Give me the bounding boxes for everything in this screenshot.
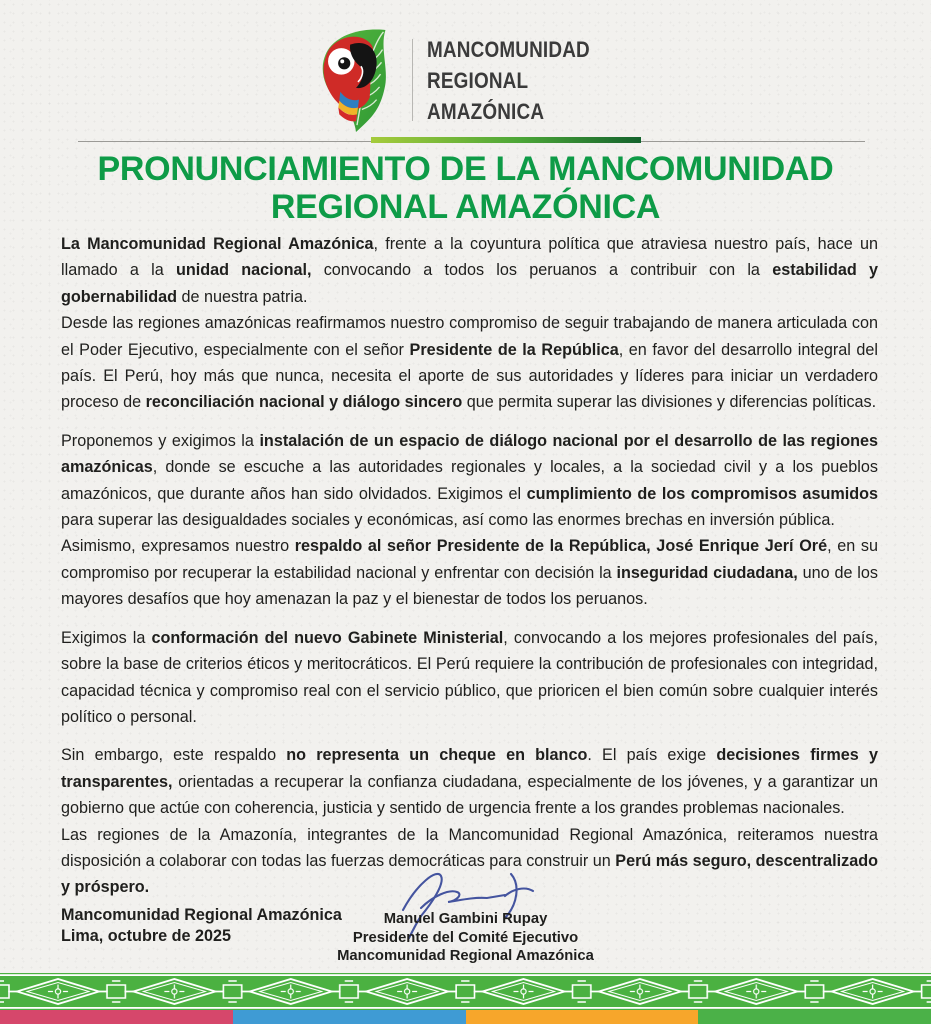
- org-name-line: AMAZÓNICA: [427, 98, 545, 124]
- paragraph-4: Asimismo, expresamos nuestro respaldo al señor Presidente de la República, José Enrique Jerí Oré, en su compromiso por recuperar la estabilidad nacional y enfrentar con decisión la inseguridad ciudadana, uno de los mayores desafíos que hoy amenazan la paz y el bienestar de todos los peruanos.: [61, 537, 878, 609]
- document-title: [0, 150, 931, 226]
- signatory-org: Mancomunidad Regional Amazónica: [337, 948, 594, 964]
- amazonian-pattern-band: [0, 973, 931, 1010]
- strip-segment-green: [698, 1010, 931, 1024]
- org-name-line: MANCOMUNIDAD: [427, 36, 591, 62]
- org-name-line: REGIONAL: [427, 67, 529, 93]
- signature-block: [0, 862, 931, 962]
- title-line-1: PRONUNCIAMIENTO DE LA MANCOMUNIDAD: [97, 150, 834, 188]
- strip-segment-orange: [466, 1010, 699, 1024]
- green-accent-bar: [371, 137, 641, 143]
- strip-segment-pink: [0, 1010, 233, 1024]
- masthead: [0, 27, 931, 133]
- paragraph-1: La Mancomunidad Regional Amazónica, frente a la coyuntura política que atraviesa nuestro país, hace un llamado a la unidad nacional, convocando a todos los peruanos a contribuir con la estabilidad y gobernabilidad de nuestra patria.: [61, 235, 878, 306]
- statement-body: [61, 231, 878, 947]
- paragraph-7: Las regiones de la Amazonía, integrantes de la Mancomunidad Regional Amazónica, reiteramos nuestra disposición a colaborar con todas las fuerzas democráticas para construir un Perú más seguro, descentralizado y próspero.: [61, 825, 878, 897]
- paragraph-2: Desde las regiones amazónicas reafirmamos nuestro compromiso de seguir trabajando de manera articulada con el Poder Ejecutivo, especialmente con el señor Presidente de la República, en favor del desarrollo integral del país. El Perú, hoy más que nunca, necesita el aporte de sus autoridades y líderes para iniciar un verdadero proceso de reconciliación nacional y diálogo sincero que permita superar las divisiones y diferencias políticas.: [61, 314, 878, 412]
- closing-org: Mancomunidad Regional Amazónica: [61, 905, 342, 924]
- title-line-2: REGIONAL AMAZÓNICA: [270, 188, 661, 226]
- org-name: [427, 34, 590, 127]
- signatory-name: Manuel Gambini Rupay: [383, 911, 548, 927]
- logo-divider: [412, 39, 413, 121]
- strip-segment-blue: [233, 1010, 466, 1024]
- paragraph-5: Exigimos la conformación del nuevo Gabinete Ministerial, convocando a los mejores profesionales del país, sobre la base de criterios éticos y meritocráticos. El Perú requiere la contribución de profesionales con integridad, capacidad técnica y compromiso real con el servicio público, que prioricen el bien común sobre cualquier interés político o personal.: [61, 628, 879, 726]
- closing-date: Lima, octubre de 2025: [61, 926, 232, 945]
- signatory: [0, 910, 931, 966]
- paragraph-6: Sin embargo, este respaldo no representa un cheque en blanco. El país exige decisiones firmes y transparentes, orientadas a recuperar la confianza ciudadana, especialmente de los jóvenes, y a garantizar un gobierno que actúe con coherencia, justicia y sentido de urgencia frente a los grandes problemas nacionales.: [61, 746, 878, 818]
- footer-color-strip: [0, 1010, 931, 1024]
- paragraph-3: Proponemos y exigimos la instalación de un espacio de diálogo nacional por el desarrollo de las regiones amazónicas, donde se escuche a las autoridades regionales y locales, a la sociedad civil y a los pueblos amazónicos, que durante años han sido olvidados. Exigimos el cumplimiento de los compromisos asumidos para superar las desigualdades sociales y económicas, así como las enormes brechas en inversión pública.: [61, 431, 878, 530]
- signatory-role: Presidente del Comité Ejecutivo: [352, 929, 579, 946]
- parrot-leaf-logo-icon: [314, 27, 398, 133]
- signature-scribble-icon: [388, 864, 568, 916]
